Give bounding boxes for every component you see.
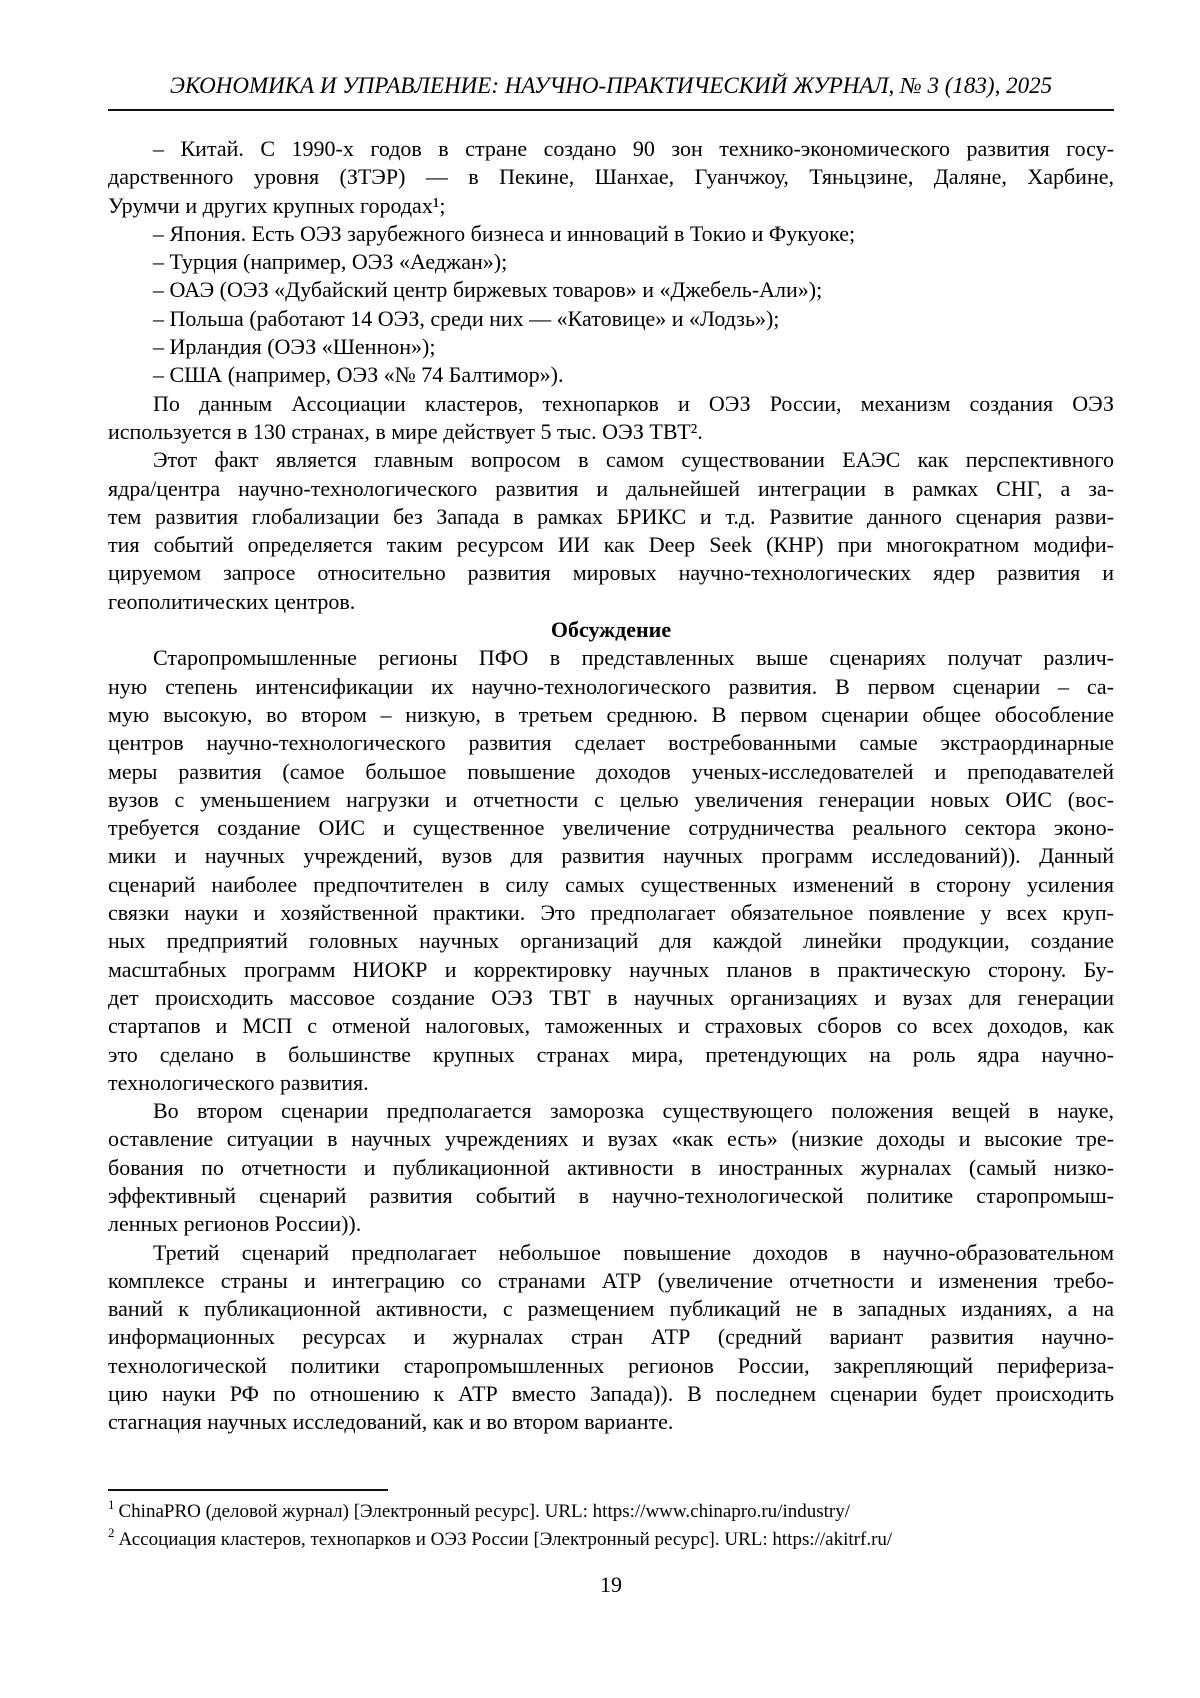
footnote-marker: 1 [108, 1497, 115, 1513]
text-line: Этот факт является главным вопросом в самом существовании ЕАЭС как перспективного [153, 447, 1114, 473]
text-line: вузов с уменьшением нагрузки и отчетности с целью увеличения генерации новых ОИС (вос- [108, 786, 1114, 812]
text-line: цию науки РФ по отношению к АТР вместо Запада)). В последнем сценарии будет происходить [108, 1381, 1114, 1407]
text-line: – Китай. С 1990-х годов в стране создано 90 зон технико-экономического развития госу- [153, 136, 1114, 161]
text-line: центров научно-технологического развития сделает востребованными самые экстраординарные [108, 730, 1114, 756]
text-line: бования по отчетности и публикационной активности в иностранных журналах (самый низко- [108, 1154, 1114, 1180]
list-item-line: – Ирландия (ОЭЗ «Шеннон»); [153, 334, 436, 360]
text-line: технологического развития. [108, 1069, 369, 1095]
text-line: связки науки и хозяйственной практики. Это предполагает обязательное появление у всех круп- [108, 900, 1114, 926]
list-item-line: – США (например, ОЭЗ «№ 74 Балтимор»). [153, 362, 564, 388]
footnote [108, 1526, 1114, 1554]
text-line: тем развития глобализации без Запада в рамках БРИКС и т.д. Развитие данного сценария разви- [108, 503, 1114, 529]
text-line: геополитических центров. [108, 588, 356, 614]
text-line: дарственного уровня (ЗТЭР) — в Пекине, Шанхае, Гуанчжоу, Тяньцзине, Даляне, Харбине, [108, 164, 1114, 190]
text-line: сценарий наиболее предпочтителен в силу самых существенных изменений в сторону усиления [108, 871, 1114, 897]
running-head: ЭКОНОМИКА И УПРАВЛЕНИЕ: НАУЧНО-ПРАКТИЧЕСКИЙ ЖУРНАЛ, № 3 (183), 2025 [108, 72, 1114, 111]
text-line: масштабных программ НИОКР и корректировку научных планов в практическую сторону. Бу- [108, 956, 1114, 982]
text-line: меры развития (самое большое повышение доходов ученых-исследователей и преподавателей [108, 758, 1114, 784]
text-line: тия событий определяется таким ресурсом ИИ как Deep Seek (КНР) при многократном модифи- [108, 532, 1114, 558]
footnote-text: ChinaPRO (деловой журнал) [Электронный ресурс]. URL: https://www.chinapro.ru/industry/ [118, 1500, 851, 1522]
article-body [108, 135, 1114, 1437]
footnotes [108, 1491, 1114, 1554]
text-line: информационных ресурсах и журналах стран АТР (средний вариант развития научно- [108, 1324, 1114, 1350]
text-line: ленных регионов России)). [108, 1211, 362, 1237]
section-heading: Обсуждение [550, 617, 672, 643]
text-line: цируемом запросе относительно развития мировых научно-технологических ядер развития и [108, 560, 1114, 586]
footnote-marker: 2 [108, 1525, 115, 1541]
page-number: 19 [600, 1571, 622, 1597]
list-item-line: – ОАЭ (ОЭЗ «Дубайский центр биржевых товаров» и «Джебель-Али»); [153, 277, 823, 303]
text-line: Третий сценарий предполагает небольшое повышение доходов в научно-образовательном [153, 1239, 1114, 1265]
text-line: мики и научных учреждений, вузов для развития научных программ исследований)). Данный [108, 843, 1114, 869]
text-line: Старопромышленные регионы ПФО в представленных выше сценариях получат различ- [153, 645, 1114, 671]
text-line: технологической политики старопромышленных регионов России, закрепляющий периферизa- [108, 1352, 1114, 1378]
text-line: ную степень интенсификации их научно-технологического развития. В первом сценарии – са- [108, 673, 1114, 699]
text-line: стагнация научных исследований, как и во втором варианте. [108, 1409, 674, 1435]
text-line: дет происходить массовое создание ОЭЗ ТВТ в научных организациях и вузах для генерации [108, 984, 1114, 1010]
list-item-line: – Польша (работают 14 ОЭЗ, среди них — «Катовице» и «Лодзь»); [153, 305, 780, 331]
list-item-line: – Турция (например, ОЭЗ «Аеджан»); [153, 249, 508, 275]
text-line: требуется создание ОИС и существенное увеличение сотрудничества реального сектора эконо- [108, 815, 1114, 841]
text-line: ваний к публикационной активности, с размещением публикаций не в западных изданиях, а на [108, 1296, 1114, 1322]
text-line: эффективный сценарий развития событий в научно-технологической политике старопромыш- [108, 1182, 1114, 1208]
list-item-line: – Япония. Есть ОЭЗ зарубежного бизнеса и инноваций в Токио и Фукуоке; [153, 220, 856, 246]
text-line: По данным Ассоциации кластеров, технопарков и ОЭЗ России, механизм создания ОЭЗ [153, 390, 1114, 416]
text-line: ядра/центра научно-технологического развития и дальнейшей интеграции в рамках СНГ, а за- [108, 475, 1114, 501]
text-line: оставление ситуации в научных учреждениях и вузах «как есть» (низкие доходы и высокие тре- [108, 1126, 1114, 1152]
footnote [108, 1498, 1114, 1526]
text-line: мую высокую, во втором – низкую, в третьем среднюю. В первом сценарии общее обособление [108, 701, 1114, 727]
text-line: комплексе страны и интеграцию со странами АТР (увеличение отчетности и изменения требо- [108, 1267, 1114, 1293]
text-line: ных предприятий головных научных организаций для каждой линейки продукции, создание [108, 928, 1114, 954]
text-line: Во втором сценарии предполагается заморозка существующего положения вещей в науке, [153, 1098, 1114, 1124]
text-line: это сделано в большинстве крупных странах мира, претендующих на роль ядра научно- [108, 1041, 1114, 1067]
footnote-text: Ассоциация кластеров, технопарков и ОЭЗ России [Электронный ресурс]. URL: https://akitrf.ru/ [118, 1528, 893, 1550]
text-line: стартапов и МСП с отменой налоговых, таможенных и страховых сборов со всех доходов, как [108, 1013, 1114, 1039]
text-line: используется в 130 странах, в мире действует 5 тыс. ОЭЗ ТВТ². [108, 418, 703, 444]
text-line: Урумчи и других крупных городах¹; [108, 192, 446, 218]
